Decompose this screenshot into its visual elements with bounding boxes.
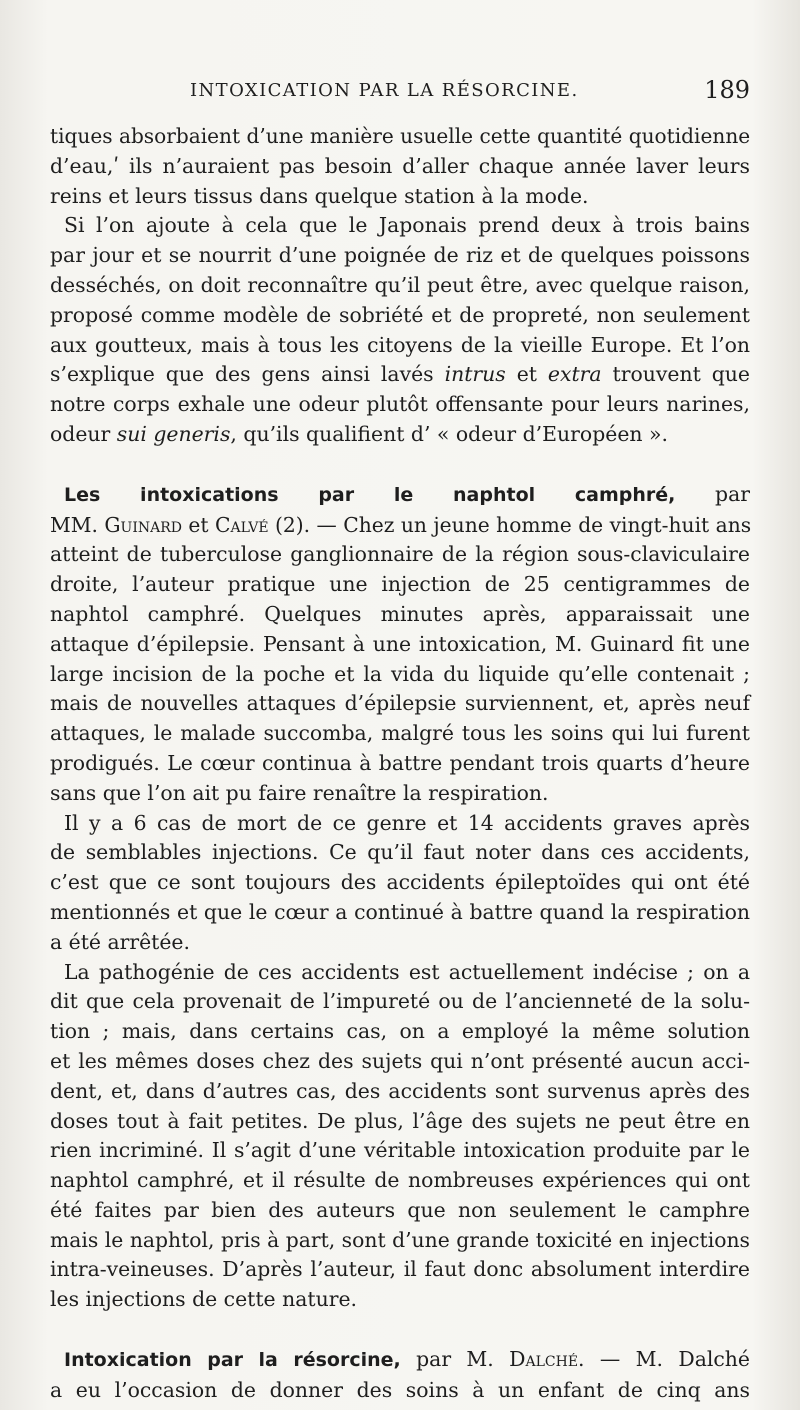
text-line: mais le naphtol, pris à part, sont d’une grande toxicité en injections bbox=[50, 1227, 750, 1252]
running-title: INTOXICATION PAR LA RÉSORCINE. bbox=[190, 80, 579, 101]
section-heading: Les intoxications par le naphtol camphré, par bbox=[64, 481, 750, 506]
italic-term: sui generis bbox=[116, 421, 231, 446]
text-line: desséchés, on doit reconnaître qu’il peut être, avec quelque raison, bbox=[50, 272, 750, 297]
text-line: a été arrêtée. bbox=[50, 929, 190, 954]
page-number: 189 bbox=[704, 76, 750, 104]
author-name: Guinard bbox=[104, 512, 182, 537]
text-line: a eu l’occasion de donner des soins à un enfant de cinq ans bbox=[50, 1377, 750, 1402]
author-name: Calvé bbox=[214, 512, 269, 537]
text-line: naphtol camphré. Quelques minutes après, apparaissait une bbox=[50, 601, 750, 626]
text-line: tiques absorbaient d’une manière usuelle cette quantité quotidienne bbox=[50, 124, 751, 148]
text-line: Si l’on ajoute à cela que le Japonais prend deux à trois bains bbox=[64, 213, 750, 238]
text-line: naphtol camphré, et il résulte de nombreuses expériences qui ont bbox=[50, 1168, 750, 1193]
text-line: prodigués. Le cœur continua à battre pendant trois quarts d’heure bbox=[50, 750, 750, 775]
text-line: c’est que ce sont toujours des accidents épileptoïdes qui ont été bbox=[50, 870, 750, 895]
section-naphtol bbox=[50, 480, 750, 1315]
text-line: attaque d’épilepsie. Pensant à une intoxication, M. Guinard fit une bbox=[50, 631, 750, 656]
text-line: par jour et se nourrit d’une poignée de riz et de quelques poissons bbox=[50, 243, 750, 268]
text-line: de semblables injections. Ce qu’il faut noter dans ces accidents, bbox=[50, 840, 750, 865]
text-line: tion ; mais, dans certains cas, on a employé la même solution bbox=[50, 1019, 750, 1044]
author-name: Dalché bbox=[509, 1347, 579, 1372]
text-line: d’eau,ʹ ils n’auraient pas besoin d’aller chaque année laver leurs bbox=[50, 153, 750, 178]
text-line: doses tout à fait petites. De plus, l’âge des sujets ne peut être en bbox=[50, 1108, 750, 1133]
section-title: Intoxication par la résorcine, bbox=[64, 1349, 401, 1372]
section-resorcine bbox=[50, 1345, 750, 1406]
text-line: dit que cela provenait de l’impureté ou de l’ancienneté de la solu- bbox=[50, 989, 750, 1014]
text-line: les injections de cette nature. bbox=[50, 1287, 358, 1312]
text-line: intra-veineuses. D’après l’auteur, il faut donc absolument interdire bbox=[50, 1257, 750, 1282]
text-line: rien incriminé. Il s’agit d’une véritable intoxication produite par le bbox=[50, 1138, 750, 1163]
text-line: notre corps exhale une odeur plutôt offensante pour leurs narines, bbox=[50, 392, 750, 417]
section-title: Les intoxications par le naphtol camphré, bbox=[64, 483, 676, 506]
text-line: odeur sui generis, qu’ils qualifient d’ « odeur d’Européen ». bbox=[50, 421, 668, 446]
text-line: mais de nouvelles attaques d’épilepsie surviennent, et, après neuf bbox=[50, 691, 750, 716]
text-line: large incision de la poche et la vida du liquide qu’elle contenait ; bbox=[50, 661, 750, 686]
text-line: La pathogénie de ces accidents est actuellement indécise ; on a bbox=[64, 959, 750, 984]
italic-term: extra bbox=[547, 362, 602, 387]
text-line: dent, et, dans d’autres cas, des accidents sont survenus après des bbox=[50, 1078, 750, 1103]
text-line: attaques, le malade succomba, malgré tous les soins qui lui furent bbox=[50, 721, 750, 746]
paragraph-continued bbox=[50, 122, 750, 211]
text-line: sans que l’on ait pu faire renaître la respiration. bbox=[50, 780, 549, 805]
text-line: mentionnés et que le cœur a continué à battre quand la respiration bbox=[50, 899, 750, 924]
paragraph-japanese bbox=[50, 211, 750, 449]
section-heading: Intoxication par la résorcine, par M. Dalché. — M. Dalché bbox=[64, 1347, 750, 1372]
text-line: aux goutteux, mais à tous les citoyens de la vieille Europe. Et l’on bbox=[50, 332, 750, 357]
text-line: atteint de tuberculose ganglionnaire de la région sous-claviculaire bbox=[50, 542, 750, 567]
text-line: MM. Guinard et Calvé (2). — Chez un jeune homme de vingt-huit ans bbox=[50, 512, 752, 537]
text-line: reins et leurs tissus dans quelque station à la mode. bbox=[50, 183, 589, 208]
text-line: proposé comme modèle de sobriété et de propreté, non seulement bbox=[50, 302, 750, 327]
text-line: et les mêmes doses chez des sujets qui n’ont présenté aucun acci- bbox=[50, 1048, 750, 1073]
italic-term: intrus bbox=[444, 362, 506, 387]
text-line: s’explique que des gens ainsi lavés intrus et extra trouvent que bbox=[50, 362, 750, 387]
page-header bbox=[50, 76, 750, 108]
text-line: été faites par bien des auteurs que non seulement le camphre bbox=[50, 1197, 750, 1222]
text-line: droite, l’auteur pratique une injection de 25 centigrammes de bbox=[50, 572, 750, 597]
page-body bbox=[50, 122, 750, 1406]
text-line: Il y a 6 cas de mort de ce genre et 14 accidents graves après bbox=[64, 810, 750, 835]
